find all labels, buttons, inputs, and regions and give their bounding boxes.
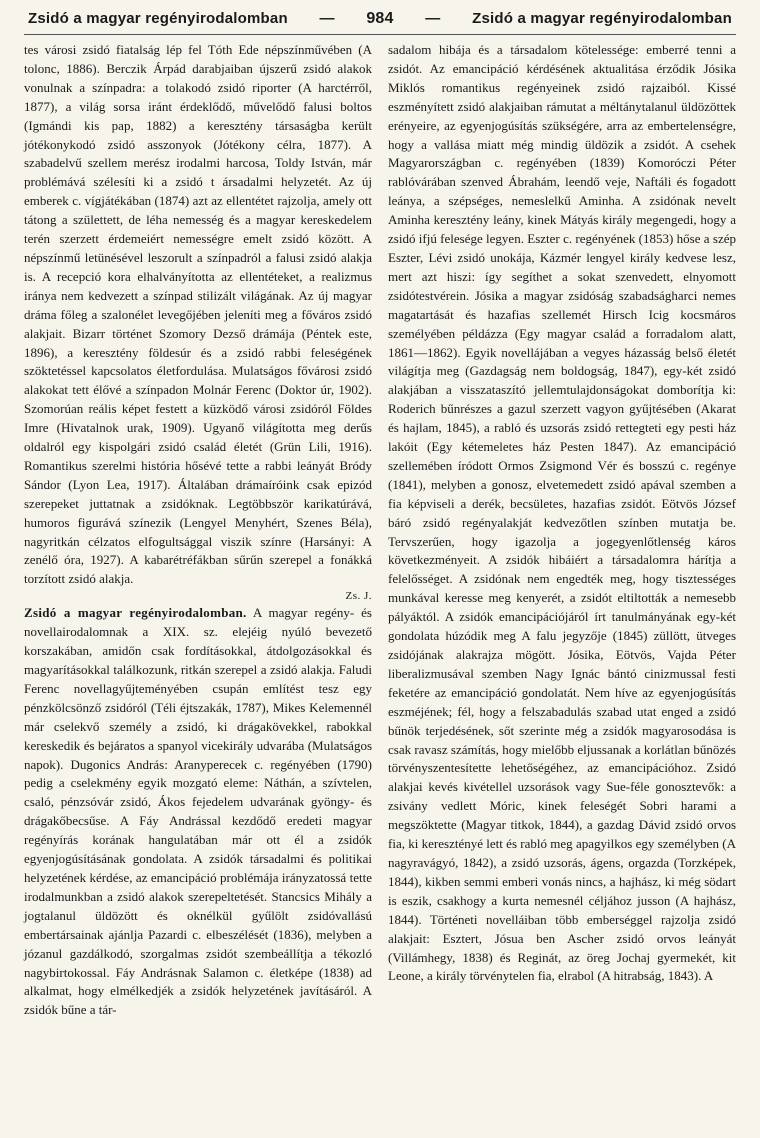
- header-right-title: Zsidó a magyar regényirodalomban: [472, 10, 732, 27]
- header-dash-left: —: [319, 10, 335, 27]
- header-dash-right: —: [425, 10, 441, 27]
- right-paragraph-1: sadalom hibája és a társadalom kötelessége: emberré tenni a zsidót. Az emancipáció kérdésének aktualitása érződik Jósika Miklós romantikus regényeinek zsidó rajzaiból. Kissé eszményített zsidó alakjaiban rámutat a méltánytalanul üldözöttek erényeire, az egyenjogúsítás szükségére, arra az embertelenségre, hogy a vallása miatt még mindig üldözik a zsidót. A csehek Magyarországban c. regényében (1839) Komoróczi Péter rablóvárában szenved Ábrahám, leendő veje, Naftáli és fogadott leánya, a szépséges, nemeslelkű Aminha. A zsidónak nevelt Aminha keresztény leány, kinek Mátyás király megengedi, hogy a zsidó ifjú felesége legyen. Eszter c. regényének (1853) hőse a szép Eszter, Lévi zsidó unokája, Kázmér lengyel király kedvese lesz, mert azt hiszi: így segíthet a sokat szenvedett, elnyomott zsidótestvérein. Jósika a magyar zsidóság szabadságharci nemes magatartását és hazafias szellemét Hirsch Icig kocsmáros személyében példázza (Egy magyar család a forradalom alatt, 1861—1862). Egyik novellájában a vegyes házasság belső életét világítja meg (Gazdagság nem boldogság, 1847), egy-két zsidó alakjában a visszataszító jellemtulajdonságokat domborítja ki: Roderich bűnrészes a gazul szerzett vagyon gyűjtésében (Akarat és hajlam, 1845), a rabló és uzsorás zsidó rettegteti egy pesti ház lakóit (Egy kétemeletes ház Pesten 1847). Az emancipáció szellemében íródott Ormos Zsigmond Vér és bosszú c. regénye (1841), melyben a gonosz, elvetemedett zsidó apával szemben a fia képviseli a derék, becsületes, hazafias zsidót. Eötvös József báró zsidó regényalakját kedvezőtlen színben mutatja be. Tervszerűen, hogy igazolja a jogegyenlőtlenség káros következményeit. A zsidók hibáiért a társadalomra hárítja a felelősséget. A zsidónak nem engedték meg, hogy tisztességes munkával keresse meg kenyerét, a zsidót eltiltották a nemesebb pályáktól. A zsidók emancipációjáról írt tanulmányának egy-két gondolata húzódik meg A falu jegyzője (1845) züllött, ütveges zsidójának alakrajza mögött. Jósika, Eötvös, Vajda Péter liberalizmusával szemben Nagy Ignác bántó cinizmussal festi feketére az emancipáció gondolatát. Nem híve az egyenjogúsítás eszméjének; fél, hogy a felszabadulás szabad utat enged a zsidó bűnök terjedésének, sőt szerinte még a zsidók magyarosodása is csak ravasz számítás, hogy mielőbb eljussanak a korlátlan bűnözés törvényszentesítette lehetőségéhez, az emancipációhoz. Zsidó alakjai kevés kivétellel uzsorások vagy Sue-féle gonosztevők: a zsivány vedlett Móric, kinek feleségét Sobri harami a megszöktette (Magyar titkok, 1844), a gazdag Dávid zsidó orvos fia, ki keresztényé lett és rabló meg apagyilkos egy személyben (A nagyravágyó, 1842), a zsidó uzsorás, ágens, orgazda (Torzképek, 1844), kikben semmi emberi vonás nincs, a hajhász, ki még södart is eszik, csakhogy a kurta nemesnél céljához jusson (A hajhász, 1844). Történeti novelláiban több emberséggel rajzolja zsidó alakjait: Esztert, Jósua ben Ascher zsidó orvos leányát (Villámhegy, 1838) és Reginát, az öreg Jochaj gyermekét, kit Leone, a király törvénytelen fia, elrabol (A hitrabság, 1843). A: [388, 42, 736, 984]
- running-header: [24, 10, 736, 35]
- left-column: [24, 41, 372, 1020]
- header-left-title: Zsidó a magyar regényirodalomban: [28, 10, 288, 27]
- left-paragraph-2: A magyar regény- és novellairodalomnak a XIX. sz. elejéig nyúló bevezető korszakában, amidőn csak fordításokkal, átdolgozásokkal és magyarításokkal találkozunk, ritkán szerepel a zsidó alakja. Faludi Ferenc novellagyűjteményében csupán említést tesz egy pénzkölcsönző zsidóról (Téli éjtszakák, 1787), Mikes Kelemennél már cselekvő személy a zsidó, ki drágakövekkel, rabokkal kereskedik és bejáratos a spanyol vicekirály udvarába (Mulatságos napok). Dugonics András: Aranyperecek c. regényében (1790) pedig a cselekmény egyik mozgató eleme: Náthán, a szívtelen, csaló, pénzsóvár zsidó, Ákos fejedelem udvarának gyöngy- és drágakőbecsűse. A Fáy Andrással kezdődő eredeti magyar regényírás korának hangulatában már ott él a zsidók egyenjogúsításának gondolata. A zsidók társadalmi és politikai helyzetének kérdése, az emancipáció problémája irányzatossá tette irodalmunkban a zsidó alakok szerepeltetését. Stancsics Mihály a jogtalanul üldözött és oknélkül gyűlölt zsidóvallású embertársainak ajánlja Pazardi c. elbeszélését (1836), melyben a józanul gazdálkodó, szorgalmas zsidót szembeállítja a tékozló nagybirtokossal. Fáy Andrásnak Salamon c. életképe (1838) ad alkalmat, hogy elmélkedjék a zsidók helyzetének javításáról. A zsidók bűne a tár-: [24, 605, 372, 1018]
- author-signature: Zs. J.: [345, 590, 372, 603]
- article-entry: [24, 604, 372, 1020]
- left-paragraph-1: tes városi zsidó fiatalság lép fel Tóth Ede népszínművében (A tolonc, 1886). Berczik Árpád darabjaiban újszerű zsidó alakok vonulnak a színpadra: a tolakodó zsidó riporter (A harctérről, 1877), a világ sorsa iránt érdeklődő, művelődő falusi boltos (Igmándi kis pap, 1882) a keresztény társaságba került jótékonykodó zsidó asszonyok (Jótékony célra, 1877). A szabadelvű szellem merész irodalmi harcosa, Toldy István, már problémává szélesíti ki a zsidó t ársadalmi helyzetét. Az új emberek c. vígjátékában (1874) azt az ellentétet rajzolja, amely ott tátong a születtett, de léha nemesség és a magyar kereskedelem terén szerzett érdemeiért nemességre emelt zsidó között. A népszínmű letünésével leszorult a színpadról a falusi zsidó alakja is. A recepció kora elhalványította az ellentéteket, a realizmus iránya nem kedvezett a színpad stilizált világának. Az új magyar dráma főleg a szalonélet levegőjében jeleníti meg a főváros zsidó alakjait. Bizarr történet Szomory Dezső drámája (Péntek este, 1896), a keresztény földesúr és a zsidó rabbi feleségének szöktetéssel kapcsolatos életfordulása. Mulatságos fővárosi zsidó alakokat tett élővé a színpadon Molnár Ferenc (Doktor úr, 1902). Szomorúan reális képet festett a küzködő városi zsidóról Földes Imre (Hivatalnok urak, 1909). Ugyanő világította meg derűs oldalról egy kispolgári zsidó család életét (Grün Lili, 1916). Romantikus szerelmi história hősévé tette a rabbi leányát Bródy Sándor (Lyon Lea, 1917). Általában drámaíróink csak epizód szerepeket juttatnak a zsidóknak. Legtöbbször karikatúrává, humoros figurává színezik (Lengyel Menyhért, Szenes Béla), nagyritkán célzatos elfogultsággal viszik színre (Harsányi: A zenélő óra, 1927). A kabarétréfákban sűrűn szerepel a fonákká torzított zsidó alakja.: [24, 42, 372, 587]
- right-column: [388, 41, 736, 1020]
- page-number: 984: [366, 10, 394, 27]
- article-title: Zsidó a magyar regényirodalomban.: [24, 605, 247, 621]
- text-columns: [24, 41, 736, 1020]
